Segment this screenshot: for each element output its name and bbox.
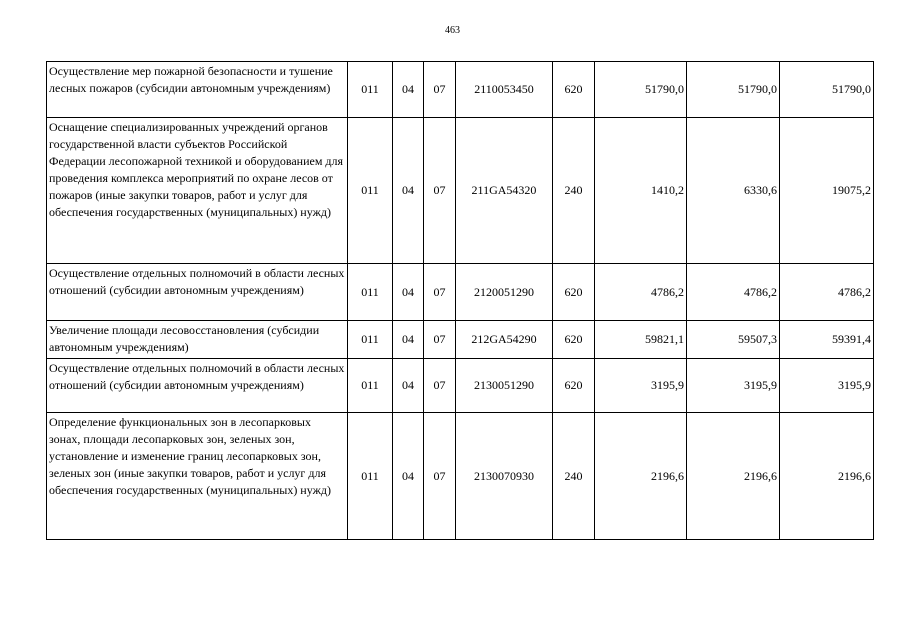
amount-year-1: 2196,6 [595, 413, 687, 540]
expense-type-code: 240 [553, 118, 595, 264]
target-article-code: 2130070930 [456, 413, 553, 540]
table-row [47, 413, 874, 540]
target-article-code: 2120051290 [456, 264, 553, 321]
table-row [47, 62, 874, 118]
expense-type-code: 620 [553, 359, 595, 413]
target-article-code: 212GA54290 [456, 321, 553, 359]
ministry-code: 011 [348, 359, 393, 413]
subsection-code: 07 [424, 413, 456, 540]
amount-year-1: 51790,0 [595, 62, 687, 118]
expense-type-code: 620 [553, 62, 595, 118]
amount-year-1: 4786,2 [595, 264, 687, 321]
section-code: 04 [393, 264, 424, 321]
amount-year-3: 3195,9 [780, 359, 874, 413]
row-description: Увеличение площади лесовосстановления (субсидии автономным учреждениям) [47, 321, 348, 359]
section-code: 04 [393, 118, 424, 264]
amount-year-1: 59821,1 [595, 321, 687, 359]
table-row [47, 118, 874, 264]
amount-year-3: 19075,2 [780, 118, 874, 264]
table-row [47, 321, 874, 359]
subsection-code: 07 [424, 62, 456, 118]
amount-year-2: 4786,2 [687, 264, 780, 321]
row-description: Осуществление отдельных полномочий в области лесных отношений (субсидии автономным учреждениям) [47, 359, 348, 413]
amount-year-2: 51790,0 [687, 62, 780, 118]
row-description: Определение функциональных зон в лесопарковых зонах, площади лесопарковых зон, зеленых зон, установление и изменение границ лесопарковых зон, зеленых зон (иные закупки товаров, работ и услуг для обеспечения государственных (муниципальных) нужд) [47, 413, 348, 540]
ministry-code: 011 [348, 118, 393, 264]
amount-year-2: 59507,3 [687, 321, 780, 359]
subsection-code: 07 [424, 118, 456, 264]
table-row [47, 264, 874, 321]
subsection-code: 07 [424, 264, 456, 321]
ministry-code: 011 [348, 264, 393, 321]
target-article-code: 2130051290 [456, 359, 553, 413]
expense-type-code: 620 [553, 321, 595, 359]
section-code: 04 [393, 413, 424, 540]
amount-year-2: 2196,6 [687, 413, 780, 540]
amount-year-2: 6330,6 [687, 118, 780, 264]
amount-year-1: 1410,2 [595, 118, 687, 264]
ministry-code: 011 [348, 413, 393, 540]
amount-year-2: 3195,9 [687, 359, 780, 413]
subsection-code: 07 [424, 359, 456, 413]
amount-year-1: 3195,9 [595, 359, 687, 413]
subsection-code: 07 [424, 321, 456, 359]
budget-table [46, 61, 874, 540]
ministry-code: 011 [348, 321, 393, 359]
row-description: Осуществление мер пожарной безопасности и тушение лесных пожаров (субсидии автономным учреждениям) [47, 62, 348, 118]
section-code: 04 [393, 321, 424, 359]
section-code: 04 [393, 359, 424, 413]
section-code: 04 [393, 62, 424, 118]
amount-year-3: 4786,2 [780, 264, 874, 321]
expense-type-code: 240 [553, 413, 595, 540]
row-description: Оснащение специализированных учреждений органов государственной власти субъектов Российской Федерации лесопожарной техникой и оборудованием для проведения комплекса мероприятий по охране лесов от пожаров (иные закупки товаров, работ и услуг для обеспечения государственных (муниципальных) нужд) [47, 118, 348, 264]
amount-year-3: 59391,4 [780, 321, 874, 359]
page-number: 463 [445, 25, 460, 36]
amount-year-3: 2196,6 [780, 413, 874, 540]
table-row [47, 359, 874, 413]
ministry-code: 011 [348, 62, 393, 118]
row-description: Осуществление отдельных полномочий в области лесных отношений (субсидии автономным учреждениям) [47, 264, 348, 321]
amount-year-3: 51790,0 [780, 62, 874, 118]
expense-type-code: 620 [553, 264, 595, 321]
target-article-code: 2110053450 [456, 62, 553, 118]
target-article-code: 211GA54320 [456, 118, 553, 264]
